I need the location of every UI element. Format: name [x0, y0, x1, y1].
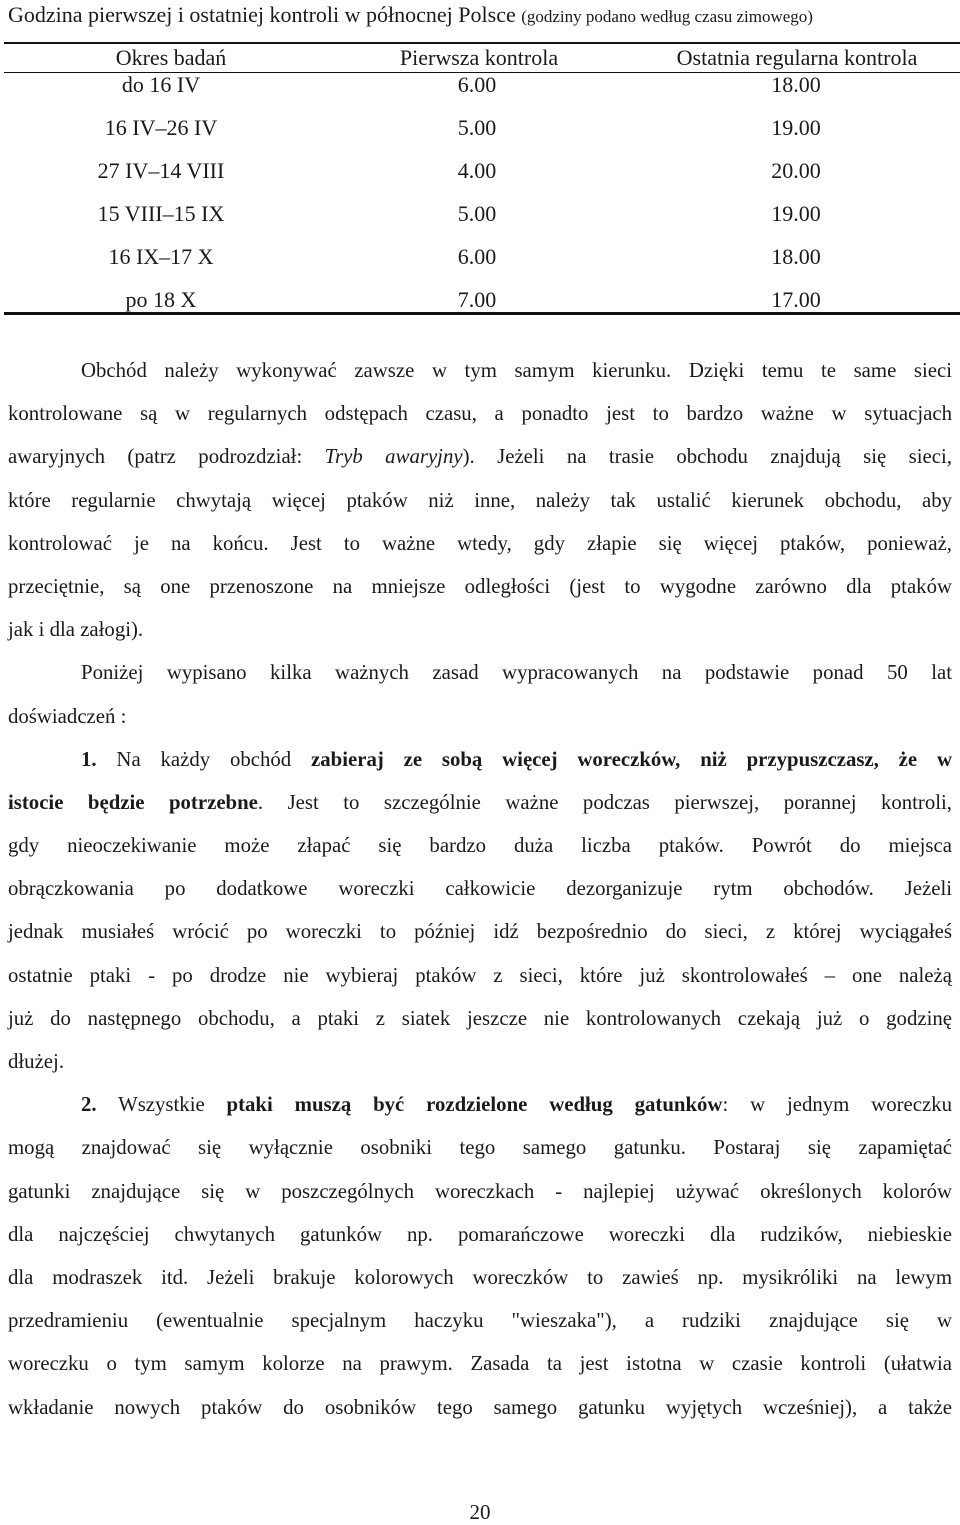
rule-number: 2.	[81, 1093, 97, 1117]
period-cell: 27 IV–14 VIII	[97, 158, 225, 183]
text-run: awaryjnych (patrz podrozdział:	[8, 445, 325, 469]
text-line: doświadczeń :	[8, 704, 127, 728]
text-line: dłużej.	[8, 1050, 65, 1073]
text-run: Wszystkie	[96, 1093, 227, 1117]
text-line: jak i dla załogi).	[8, 618, 144, 642]
text-line	[8, 745, 952, 788]
text-line: kontrolować je na końcu. Jest to ważne wtedy, gdy złapie się więcej ptaków, ponieważ,	[8, 531, 952, 555]
paragraph-rules-intro	[8, 658, 952, 744]
first-check-cell: 4.00	[457, 158, 497, 183]
rule-1	[8, 745, 952, 1091]
header-last-check: Ostatnia regularna kontrola	[676, 45, 918, 70]
text-line: ostatnie ptaki - po drodze nie wybieraj ptaków z sieci, które już skontrolowałeś – one należą	[8, 963, 952, 987]
text-line: przedramieniu (ewentualnie specjalnym haczyku "wieszaka"), a rudziki znajdujące się w	[8, 1309, 952, 1333]
text-run: . Jest to szczególnie ważne podczas pierwszej, porannej kontroli,	[257, 790, 952, 814]
text-line: gatunki znajdujące się w poszczególnych woreczkach - najlepiej używać określonych kolorów	[8, 1179, 952, 1203]
table-header-row	[4, 42, 960, 73]
text-line	[8, 442, 952, 485]
header-first-check: Pierwsza kontrola	[399, 45, 559, 70]
last-check-cell: 19.00	[771, 201, 821, 226]
caption-main: Godzina pierwszej i ostatniej kontroli w północnej Polsce	[8, 2, 516, 27]
text-bold: istocie będzie potrzebne	[8, 790, 258, 814]
text-line: dla modraszek itd. Jeżeli brakuje kolorowych woreczków to zawieś np. mysikróliki na lewym	[8, 1265, 952, 1289]
text-bold: zabieraj ze sobą więcej woreczków, niż przypuszczasz, że w	[311, 747, 952, 771]
text-line: dla najczęściej chwytanych gatunków np. pomarańczowe woreczki dla rudzików, niebieskie	[8, 1222, 952, 1246]
last-check-cell: 20.00	[771, 158, 821, 183]
text-italic: Tryb awaryjny	[324, 445, 463, 469]
body-text	[8, 356, 952, 1436]
table-caption	[8, 2, 813, 30]
text-bold: ptaki muszą być rozdzielone według gatunków	[226, 1093, 723, 1117]
caption-note: (godziny podano według czasu zimowego)	[521, 7, 813, 26]
text-line: wkładanie nowych ptaków do osobników tego samego gatunku wyjętych wcześniej), a także	[8, 1395, 952, 1419]
period-cell: do 16 IV	[121, 72, 201, 97]
last-check-cell: 18.00	[771, 72, 821, 97]
text-line: jednak musiałeś wrócić po woreczki to później idź bezpośrednio do sieci, z której wyciągałeś	[8, 920, 952, 944]
last-check-cell: 17.00	[771, 287, 821, 312]
text-line: Poniżej wypisano kilka ważnych zasad wypracowanych na podstawie ponad 50 lat	[81, 661, 952, 685]
first-check-cell: 5.00	[457, 115, 497, 140]
text-line: przeciętnie, są one przenoszone na mniejsze odległości (jest to wygodne zarówno dla ptaków	[8, 574, 952, 598]
rule-2	[8, 1090, 952, 1436]
first-check-cell: 5.00	[457, 201, 497, 226]
text-line: mogą znajdować się wyłącznie osobniki tego samego gatunku. Postaraj się zapamiętać	[8, 1136, 952, 1160]
page-number: 20	[469, 1500, 491, 1524]
period-cell: 16 IX–17 X	[108, 244, 214, 269]
period-cell: po 18 X	[125, 287, 197, 312]
table-bottom-rule	[4, 312, 960, 315]
text-run: : w jednym woreczku	[722, 1093, 953, 1117]
first-check-cell: 6.00	[457, 72, 497, 97]
rule-number: 1.	[81, 747, 97, 771]
header-period: Okres badań	[115, 45, 227, 70]
text-line: woreczku o tym samym kolorze na prawym. Zasada ta jest istotna w czasie kontroli (ułatwia	[8, 1352, 952, 1376]
period-cell: 16 IV–26 IV	[104, 115, 218, 140]
last-check-cell: 19.00	[771, 115, 821, 140]
last-check-cell: 18.00	[771, 244, 821, 269]
text-line: gdy nieoczekiwanie może złapać się bardzo duża liczba ptaków. Powrót do miejsca	[8, 834, 952, 858]
period-cell: 15 VIII–15 IX	[97, 201, 225, 226]
text-run: Na każdy obchód	[96, 747, 312, 771]
first-check-cell: 6.00	[457, 244, 497, 269]
text-line: obrączkowania po dodatkowe woreczki całkowicie dezorganizuje rytm obchodów. Jeżeli	[8, 877, 952, 901]
text-line	[8, 788, 952, 831]
text-line: które regularnie chwytają więcej ptaków niż inne, należy tak ustalić kierunek obchodu, aby	[8, 488, 952, 512]
text-line: już do następnego obchodu, a ptaki z siatek jeszcze nie kontrolowanych czekają już o godzinę	[8, 1006, 952, 1030]
text-line: Obchód należy wykonywać zawsze w tym samym kierunku. Dzięki temu te same sieci	[81, 359, 952, 382]
first-check-cell: 7.00	[457, 287, 497, 312]
text-run: ). Jeżeli na trasie obchodu znajdują się sieci,	[462, 445, 952, 469]
text-line: kontrolowane są w regularnych odstępach czasu, a ponadto jest to bardzo ważne w sytuacjach	[8, 402, 952, 426]
paragraph-route-direction	[8, 356, 952, 658]
text-line	[8, 1090, 952, 1133]
